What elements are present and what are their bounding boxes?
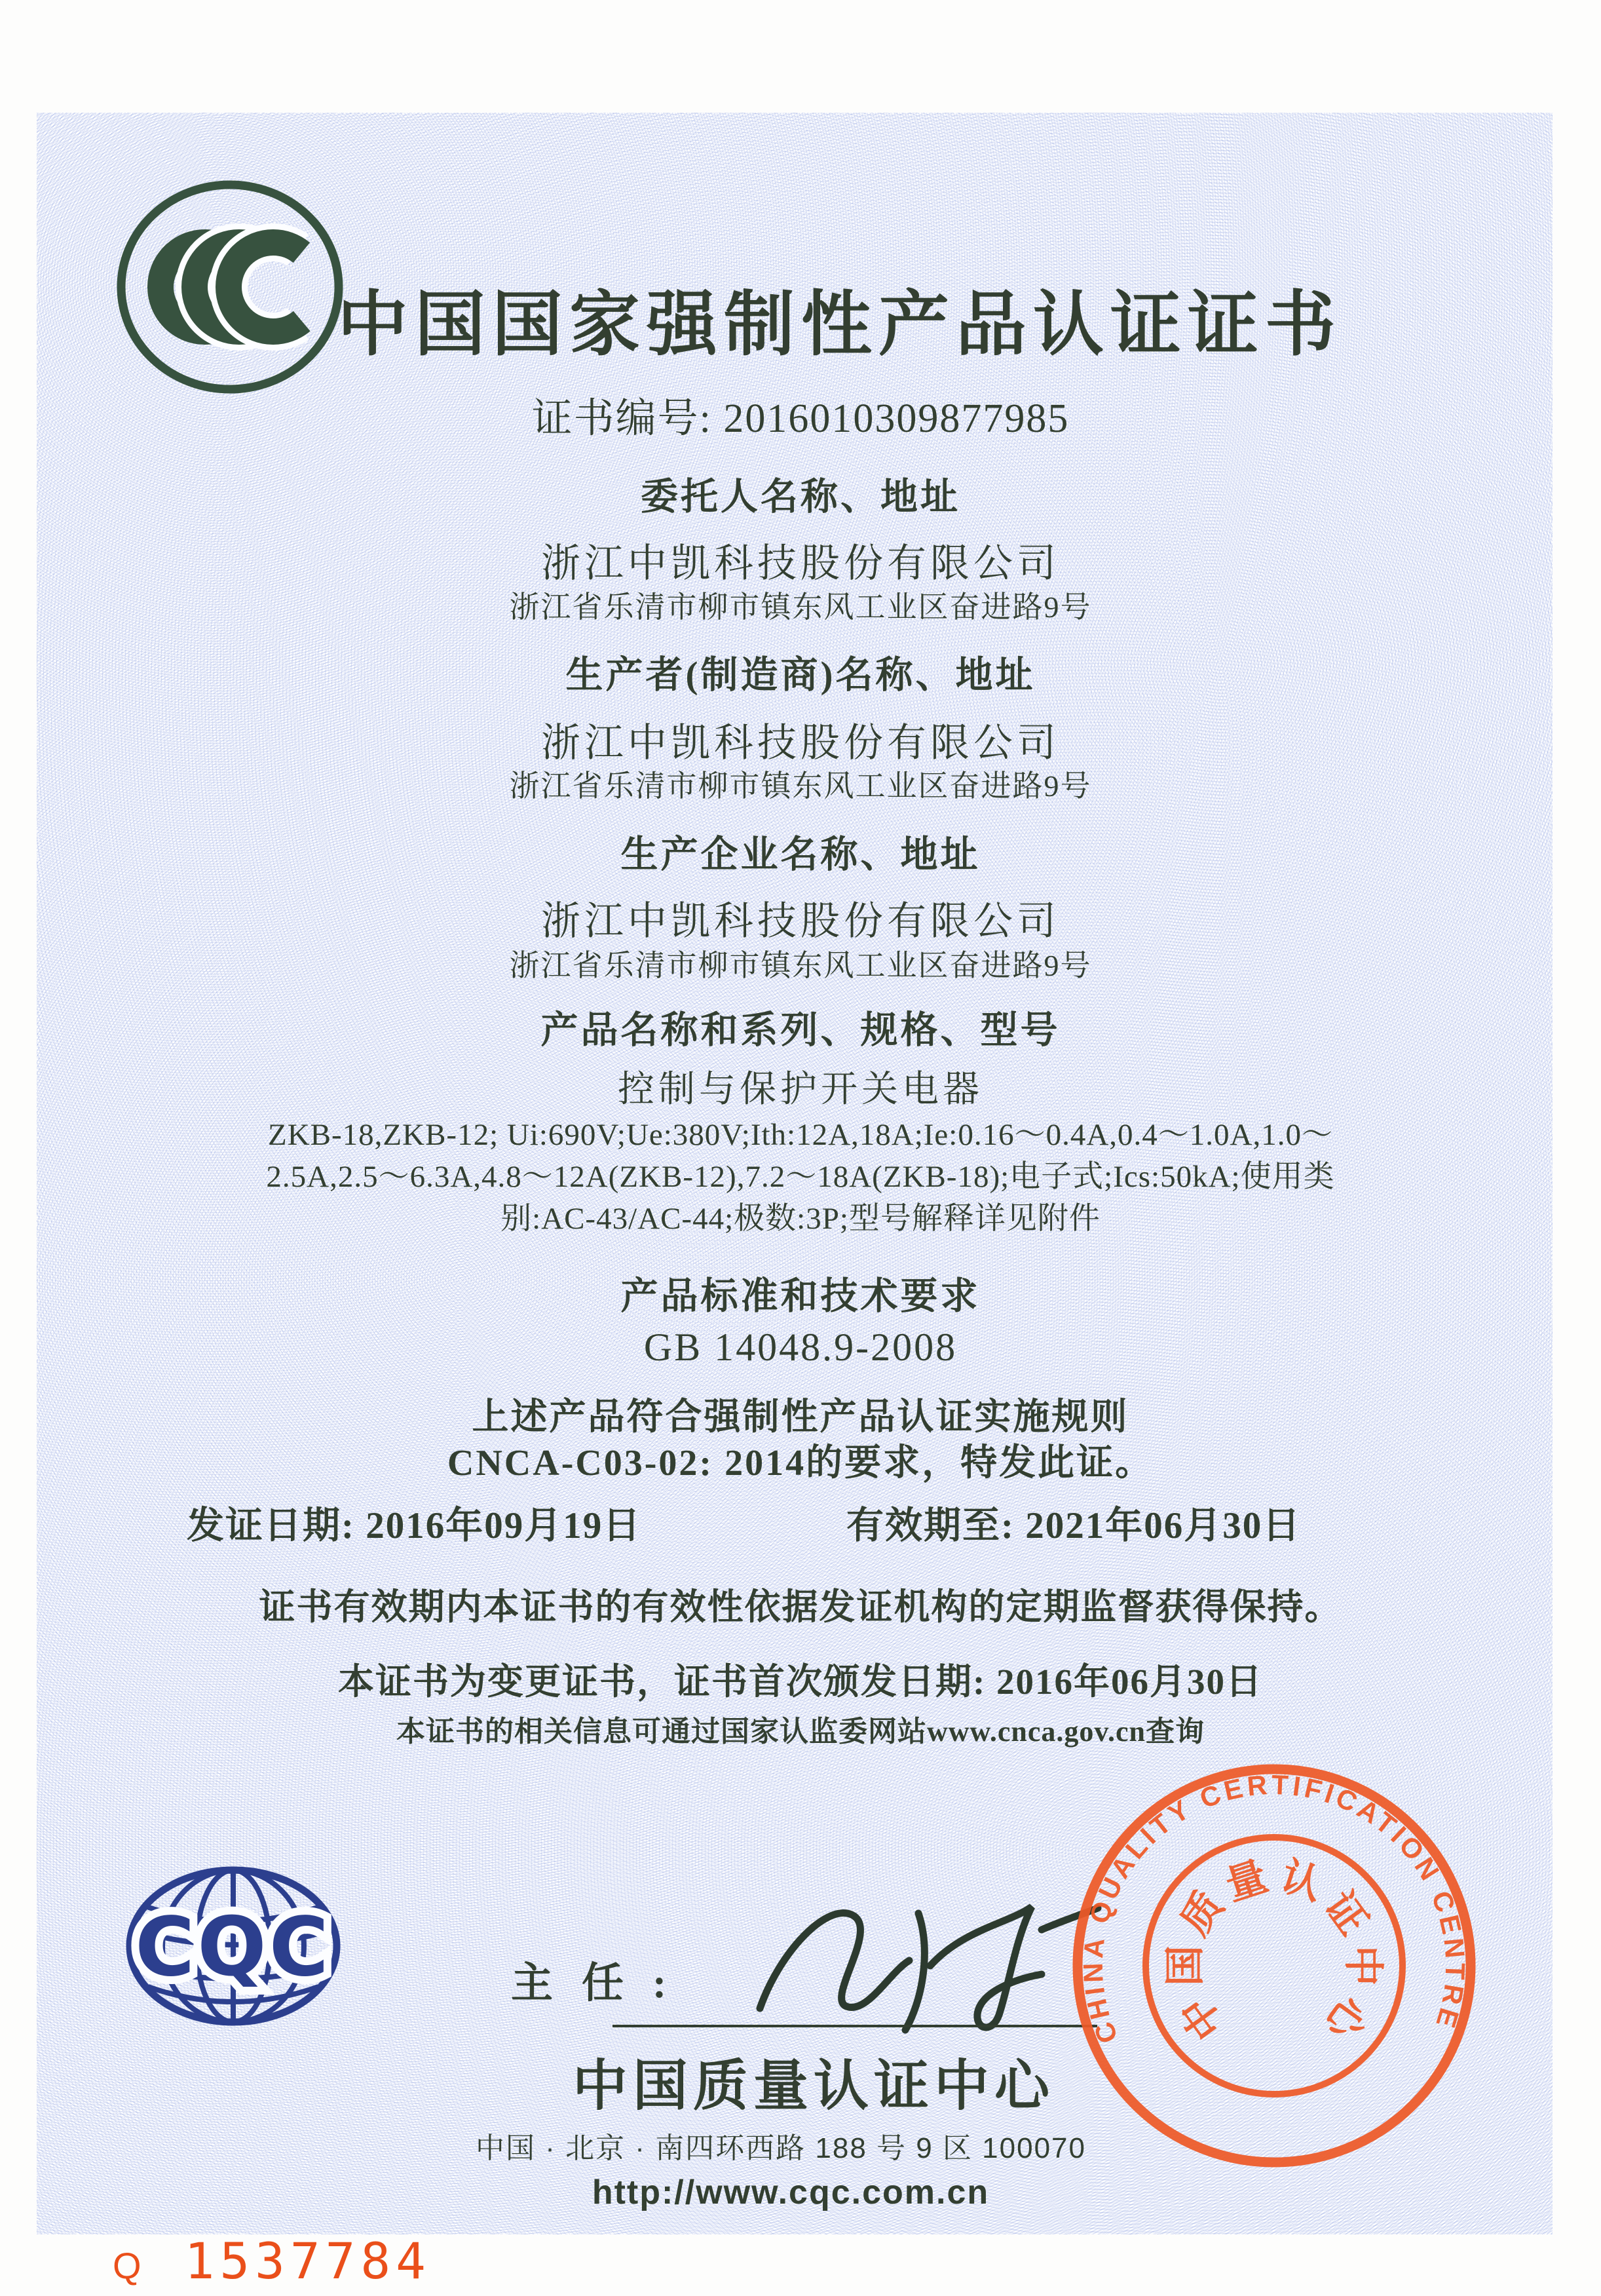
producer-company: 浙江中凯科技股份有限公司: [541, 721, 1060, 765]
stamp-outer-text: CHINA QUALITY CERTIFICATION CENTRE: [1077, 1769, 1471, 2048]
applicant-heading: 委托人名称、地址: [641, 476, 960, 518]
validity-note: 证书有效期内本证书的有效性依据发证机构的定期监督获得保持。: [259, 1587, 1342, 1627]
svg-text:心: 心: [1315, 1988, 1376, 2048]
product-specs-line3: 别:AC-43/AC-44;极数:3P;型号解释详见附件: [500, 1202, 1101, 1236]
svg-text:CHINA QUALITY CERTIFICATION CE: [1078, 1769, 1471, 2048]
serial-digits: 1537784: [184, 2232, 431, 2290]
serial-prefix: Q: [113, 2245, 141, 2286]
certificate-number-line: [0, 385, 1601, 444]
factory-company: 浙江中凯科技股份有限公司: [541, 900, 1060, 943]
issue-date-field: [187, 1495, 641, 1549]
issue-date-value: 2016年09月19日: [366, 1505, 642, 1546]
valid-until-value: 2021年06月30日: [1025, 1505, 1302, 1546]
svg-text:量: 量: [1220, 1854, 1273, 1909]
form-serial-number: [113, 2232, 431, 2290]
applicant-company: 浙江中凯科技股份有限公司: [541, 542, 1060, 585]
info-note: 本证书的相关信息可通过国家认监委网站www.cnca.gov.cn查询: [396, 1715, 1205, 1748]
issue-date-label: 发证日期:: [187, 1505, 355, 1546]
applicant-address: 浙江省乐清市柳市镇东风工业区奋进路9号: [509, 590, 1092, 624]
producer-heading: 生产者(制造商)名称、地址: [565, 655, 1036, 696]
change-note: 本证书为变更证书，证书首次颁发日期: 2016年06月30日: [337, 1662, 1264, 1702]
product-name: 控制与保护开关电器: [618, 1069, 983, 1110]
issuing-org-website: http://www.cqc.com.cn: [592, 2173, 990, 2211]
issuing-org-name: 中国质量认证中心: [572, 2056, 1055, 2117]
svg-text:质: 质: [1173, 1884, 1233, 1943]
valid-until-label: 有效期至:: [846, 1505, 1015, 1546]
factory-heading: 生产企业名称、地址: [620, 834, 981, 875]
factory-address: 浙江省乐清市柳市镇东风工业区奋进路9号: [509, 949, 1092, 982]
svg-text:中: 中: [1340, 1945, 1385, 1987]
compliance-line2: CNCA-C03-02: 2014的要求，特发此证。: [447, 1443, 1154, 1483]
product-specs-line1: ZKB-18,ZKB-12; Ui:690V;Ue:380V;Ith:12A,18A;Ie:0.16～0.4A,0.4～1.0A,1.0～: [268, 1118, 1333, 1152]
stamp-inner-text-ring: [1163, 1854, 1385, 2048]
producer-address: 浙江省乐清市柳市镇东风工业区奋进路9号: [509, 769, 1092, 803]
product-specs-line2: 2.5A,2.5～6.3A,4.8～12A(ZKB-12),7.2～18A(ZKB-18);电子式;Ics:50kA;使用类: [266, 1160, 1335, 1194]
cqc-seal-stamp: [1064, 1756, 1484, 2175]
svg-text:中: 中: [1173, 1988, 1233, 2048]
cqc-logo-text: CQC: [135, 1900, 331, 1995]
cqc-logo-icon: [121, 1862, 346, 2033]
svg-text:国: 国: [1163, 1945, 1208, 1987]
certificate-number-value: 2016010309877985: [723, 396, 1070, 441]
director-label: 主 任 :: [511, 1960, 676, 2006]
standard-value: GB 14048.9-2008: [643, 1326, 958, 1369]
certificate-number-label: 证书编号:: [531, 396, 712, 441]
certificate-title: 中国国家强制性产品认证证书: [337, 286, 1342, 364]
valid-until-field: [846, 1495, 1301, 1549]
standard-heading: 产品标准和技术要求: [620, 1276, 981, 1317]
signature-line: [612, 2025, 1097, 2027]
svg-text:证: 证: [1315, 1884, 1376, 1943]
compliance-line1: 上述产品符合强制性产品认证实施规则: [472, 1397, 1129, 1438]
svg-text:认: 认: [1275, 1854, 1328, 1909]
product-heading: 产品名称和系列、规格、型号: [540, 1010, 1061, 1051]
issuing-org-address: 中国 · 北京 · 南四环西路 188 号 9 区 100070: [475, 2132, 1087, 2164]
